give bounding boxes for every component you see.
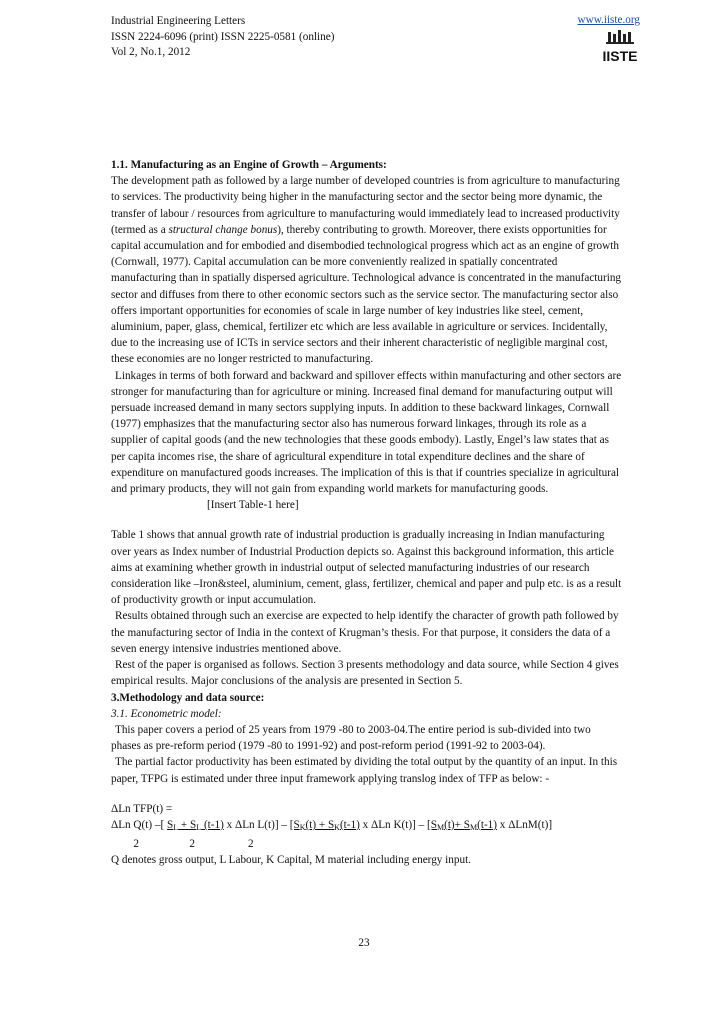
article-body <box>111 157 623 869</box>
italic-term: structural change bonus <box>168 223 278 236</box>
paragraph-4: Results obtained through such an exercise are expected to help identify the character of growth path followed by the manufacturing sector of India in the context of Krugman’s thesis. For that purpose, it considers the data of a seven energy intensive industries mentioned above. <box>111 610 619 655</box>
equation-lhs: ΔLn TFP(t) = <box>111 802 173 815</box>
journal-url-link[interactable]: www.iiste.org <box>577 14 640 26</box>
equation-rhs: ΔLn Q(t) –[ $S_L + S_L$ (t-1) x ΔLn $L(t)] - [S_K(t) + S_K(t-1)$ x ΔLn $K(t)] - [S_M(t)+ S_M(t-1)$ x ΔLnM(t)] <box>111 818 553 832</box>
volume-line: Vol 2, No.1, 2012 <box>111 46 191 58</box>
journal-name: Industrial Engineering Letters <box>111 15 246 27</box>
insert-table-note: [Insert Table-1 here] <box>207 499 299 512</box>
material-share-term: [$S_M(t)+ S_M(t-1)$ <box>427 818 497 832</box>
paragraph-3: Table 1 shows that annual growth rate of industrial production is gradually increasing in Indian manufacturing over years as Index number of Industrial Production depicts so. Against this background information, this article aims at examining whether growth in industrial output of selected manufacturing industries of our research consideration like –Iron&steel, aluminium, cement, glass, fertilizer, chemical and paper and pulp etc. is as a result of productivity growth or input accumulation. <box>111 529 622 607</box>
iiste-logo-icon <box>602 30 638 64</box>
paragraph-7: The partial factor productivity has been estimated by dividing the total output by the quantity of an input. In this paper, TFPG is estimated under three input framework applying translog index of TFP as below: - <box>111 756 618 785</box>
paragraph-6: This paper covers a period of 25 years from 1979 -80 to 2003-04.The entire period is sub-divided into two phases as pre-reform period (1979 -80 to 1991-92) and post-reform period (1991-92 to 2003-04). <box>111 723 591 753</box>
subsection-heading-3-1: 3.1. Econometric model: <box>111 707 222 720</box>
paragraph-2: Linkages in terms of both forward and backward and spillover effects within manufacturing and other sectors are stronger for manufacturing than for agriculture or mining. Increased final demand for manufacturing output will persuade increased demand in many sectors supplying inputs. In addition to these backward linkages, Cornwall (1977) emphasizes that the manufacturing sector also has numerous forward linkages, through its role as a supplier of capital goods (and the new technologies that these goods embody). Lastly, Engel’s law states that as per capita incomes rise, the share of agricultural expenditure in total expenditure declines and the share of expenditure on manufactured goods increases. The implication of this is that if countries specialize in agricultural and primary products, they will not gain from expanding world markets for manufacturing goods. <box>111 369 622 496</box>
labour-share-term: $S_L + S_L$ (t-1) <box>166 818 224 832</box>
equation-denominators: 2 2 2 <box>111 838 254 851</box>
variable-definitions: Q denotes gross output, L Labour, K Capital, M material including energy input. <box>111 854 471 867</box>
logo-wordmark: IISTE <box>602 48 638 64</box>
page-number: 23 <box>358 937 370 949</box>
paragraph-5: Rest of the paper is organised as follows. Section 3 presents methodology and data source, while Section 4 gives empirical results. Major conclusions of the analysis are presented in Section 5. <box>111 659 619 688</box>
section-heading-1-1: 1.1. Manufacturing as an Engine of Growth – Arguments: <box>111 159 387 171</box>
paragraph-1: The development path as followed by a large number of developed countries is from agriculture to manufacturing to services. The productivity being higher in the manufacturing sector and the sector being more dynamic, the transfer of labour / resources from agriculture to manufacturing would immediately lead to increased productivity (termed as a structural change bonus), thereby contributing to growth. Moreover, there exists opportunities for capital accumulation and for embodied and disembodied technological progress which act as an engine of growth (Cornwall, 1977). Capital accumulation can be more conveniently realized in spatially concentrated manufacturing than in spatially dispersed agriculture. Technological advance is concentrated in the manufacturing sector and diffuses from there to other economic sectors such as the service sector. The manufacturing sector also offers important opportunities for economies of scale in large number of key industries like steel, cement, aluminium, paper, glass, chemical, fertilizer etc which are less available in agriculture or services. Incidentally, due to the increasing use of ICTs in service sectors and their inherent characteristic of negligible marginal cost, these economies are no longer restricted to manufacturing. <box>111 175 622 366</box>
section-heading-3: 3.Methodology and data source: <box>111 691 265 704</box>
issn-line: ISSN 2224-6096 (print) ISSN 2225-0581 (online) <box>111 30 335 43</box>
capital-share-term: [$S_K(t) + S_K(t-1)$ <box>289 818 360 832</box>
running-header <box>111 14 334 61</box>
